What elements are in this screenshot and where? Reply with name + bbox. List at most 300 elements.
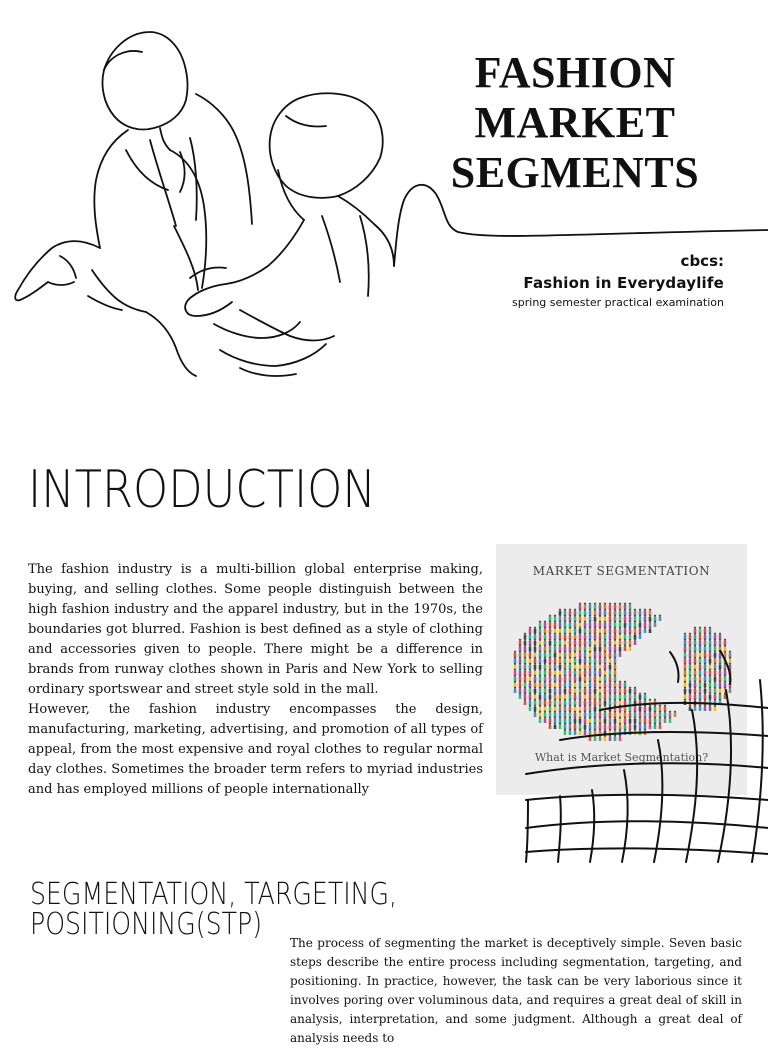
crowd-person-body bbox=[599, 617, 602, 621]
crowd-person-head bbox=[589, 621, 591, 623]
crowd-person-head bbox=[609, 615, 611, 617]
crowd-person-head bbox=[554, 639, 556, 641]
crowd-person-body bbox=[634, 617, 637, 621]
crowd-person-body bbox=[574, 629, 577, 633]
crowd-person-head bbox=[699, 639, 701, 641]
crowd-person-head bbox=[644, 609, 646, 611]
course-info bbox=[512, 250, 724, 312]
crowd-person-body bbox=[584, 635, 587, 639]
stp-heading bbox=[30, 877, 398, 942]
crowd-person-body bbox=[619, 617, 622, 621]
crowd-person-head bbox=[579, 609, 581, 611]
crowd-person-head bbox=[709, 645, 711, 647]
crowd-person-head bbox=[634, 621, 636, 623]
crowd-person-body bbox=[604, 641, 607, 645]
crowd-person-body bbox=[549, 623, 552, 627]
crowd-person-body bbox=[554, 635, 557, 639]
crowd-person-head bbox=[694, 627, 696, 629]
crowd-person-head bbox=[559, 645, 561, 647]
crowd-person-body bbox=[514, 653, 517, 657]
crowd-person-head bbox=[549, 633, 551, 635]
crowd-person-body bbox=[609, 629, 612, 633]
crowd-person-head bbox=[614, 639, 616, 641]
crowd-person-body bbox=[544, 641, 547, 645]
crowd-person-body bbox=[584, 611, 587, 615]
crowd-person-head bbox=[574, 645, 576, 647]
crowd-person-body bbox=[534, 641, 537, 645]
crowd-person-body bbox=[589, 623, 592, 627]
crowd-person-head bbox=[689, 633, 691, 635]
crowd-person-body bbox=[619, 629, 622, 633]
crowd-person-head bbox=[629, 639, 631, 641]
crowd-person-body bbox=[624, 605, 627, 609]
crowd-person-head bbox=[614, 633, 616, 635]
crowd-person-head bbox=[619, 609, 621, 611]
crowd-person-head bbox=[694, 633, 696, 635]
crowd-person-head bbox=[579, 603, 581, 605]
crowd-person-head bbox=[539, 621, 541, 623]
crowd-person-body bbox=[629, 623, 632, 627]
crowd-person-head bbox=[644, 621, 646, 623]
crowd-person-head bbox=[704, 645, 706, 647]
crowd-person-head bbox=[589, 645, 591, 647]
crowd-person-head bbox=[544, 627, 546, 629]
crowd-person-head bbox=[544, 621, 546, 623]
crowd-person-body bbox=[634, 623, 637, 627]
crowd-person-head bbox=[619, 645, 621, 647]
crowd-person-head bbox=[624, 633, 626, 635]
crowd-person-head bbox=[539, 627, 541, 629]
crowd-person-body bbox=[694, 629, 697, 633]
crowd-person-body bbox=[604, 605, 607, 609]
crowd-person-body bbox=[704, 641, 707, 645]
crowd-person-body bbox=[699, 629, 702, 633]
crowd-person-head bbox=[559, 627, 561, 629]
crowd-person-body bbox=[519, 641, 522, 645]
crowd-person-head bbox=[704, 633, 706, 635]
crowd-person-head bbox=[539, 645, 541, 647]
introduction-paragraph-1: The fashion industry is a multi-billion global enterprise making, buying, and selling clothes. Some people distinguish between the high fashion industry and the apparel industry, but in the 1970s, the boundaries got blurred. Fashion is best defined as a style of clothing and accessories given to people. There might be a difference in brands from runway clothes shown in Paris and New York to selling ordinary sportswear and street style sold in the mall. bbox=[28, 562, 483, 697]
crowd-person-head bbox=[639, 609, 641, 611]
crowd-person-head bbox=[569, 639, 571, 641]
crowd-person-head bbox=[599, 633, 601, 635]
crowd-person-head bbox=[554, 627, 556, 629]
crowd-person-head bbox=[594, 627, 596, 629]
course-code: cbcs: bbox=[680, 252, 724, 270]
crowd-person-head bbox=[579, 645, 581, 647]
crowd-person-head bbox=[709, 633, 711, 635]
crowd-person-body bbox=[634, 635, 637, 639]
crowd-person-body bbox=[634, 611, 637, 615]
crowd-person-head bbox=[624, 603, 626, 605]
crowd-person-head bbox=[724, 645, 726, 647]
crowd-person-head bbox=[624, 639, 626, 641]
crowd-person-body bbox=[599, 635, 602, 639]
crowd-person-head bbox=[619, 633, 621, 635]
crowd-person-body bbox=[599, 611, 602, 615]
crowd-person-head bbox=[569, 615, 571, 617]
crowd-person-body bbox=[594, 629, 597, 633]
crowd-person-head bbox=[549, 639, 551, 641]
crowd-person-head bbox=[514, 687, 516, 689]
crowd-person-head bbox=[529, 627, 531, 629]
crowd-person-head bbox=[544, 639, 546, 641]
crowd-person-body bbox=[534, 635, 537, 639]
crowd-person-body bbox=[604, 635, 607, 639]
crowd-person-body bbox=[554, 623, 557, 627]
crowd-person-head bbox=[574, 621, 576, 623]
crowd-person-body bbox=[604, 629, 607, 633]
crowd-person-body bbox=[584, 605, 587, 609]
crowd-person-head bbox=[649, 627, 651, 629]
crowd-person-body bbox=[579, 629, 582, 633]
crowd-person-body bbox=[574, 635, 577, 639]
crowd-person-head bbox=[624, 645, 626, 647]
crowd-person-head bbox=[584, 615, 586, 617]
crowd-person-body bbox=[624, 635, 627, 639]
crowd-person-head bbox=[584, 645, 586, 647]
crowd-person-head bbox=[634, 609, 636, 611]
crowd-person-head bbox=[569, 645, 571, 647]
crowd-person-body bbox=[654, 623, 657, 627]
crowd-person-head bbox=[604, 645, 606, 647]
crowd-person-head bbox=[514, 651, 516, 653]
crowd-person-body bbox=[529, 641, 532, 645]
crowd-person-head bbox=[599, 639, 601, 641]
crowd-person-head bbox=[554, 615, 556, 617]
crowd-person-body bbox=[599, 623, 602, 627]
crowd-person-body bbox=[549, 617, 552, 621]
crowd-person-body bbox=[619, 635, 622, 639]
crowd-person-body bbox=[614, 629, 617, 633]
crowd-person-body bbox=[714, 641, 717, 645]
crowd-person-head bbox=[534, 627, 536, 629]
crowd-person-body bbox=[639, 635, 642, 639]
crowd-person-head bbox=[699, 633, 701, 635]
crowd-person-head bbox=[569, 627, 571, 629]
crowd-person-head bbox=[564, 633, 566, 635]
crowd-person-body bbox=[654, 617, 657, 621]
crowd-person-head bbox=[624, 627, 626, 629]
crowd-person-body bbox=[554, 641, 557, 645]
crowd-person-head bbox=[624, 609, 626, 611]
crowd-person-head bbox=[594, 615, 596, 617]
crowd-person-head bbox=[634, 615, 636, 617]
crowd-person-head bbox=[554, 633, 556, 635]
crowd-person-head bbox=[714, 645, 716, 647]
crowd-person-body bbox=[564, 623, 567, 627]
crowd-person-head bbox=[714, 639, 716, 641]
crowd-person-head bbox=[514, 675, 516, 677]
crowd-person-body bbox=[569, 611, 572, 615]
crowd-person-head bbox=[599, 621, 601, 623]
crowd-person-body bbox=[614, 611, 617, 615]
crowd-person-head bbox=[594, 633, 596, 635]
stp-heading-line-2: POSITIONING(STP) bbox=[30, 907, 263, 942]
crowd-person-body bbox=[604, 617, 607, 621]
crowd-person-head bbox=[629, 621, 631, 623]
crowd-person-body bbox=[629, 617, 632, 621]
crowd-person-body bbox=[644, 611, 647, 615]
crowd-person-body bbox=[684, 641, 687, 645]
crowd-person-head bbox=[604, 615, 606, 617]
crowd-person-head bbox=[569, 621, 571, 623]
crowd-person-head bbox=[639, 615, 641, 617]
crowd-person-body bbox=[594, 641, 597, 645]
crowd-person-head bbox=[719, 633, 721, 635]
crowd-person-head bbox=[684, 633, 686, 635]
crowd-person-head bbox=[704, 627, 706, 629]
crowd-person-head bbox=[574, 609, 576, 611]
crowd-person-body bbox=[634, 629, 637, 633]
document-title bbox=[430, 48, 720, 198]
crowd-person-body bbox=[609, 635, 612, 639]
crowd-person-head bbox=[614, 621, 616, 623]
crowd-person-head bbox=[614, 645, 616, 647]
crowd-person-head bbox=[574, 615, 576, 617]
crowd-person-head bbox=[589, 615, 591, 617]
crowd-person-body bbox=[569, 617, 572, 621]
crowd-person-head bbox=[634, 633, 636, 635]
crowd-person-head bbox=[629, 609, 631, 611]
crowd-person-body bbox=[614, 641, 617, 645]
crowd-person-body bbox=[629, 641, 632, 645]
crowd-person-head bbox=[614, 603, 616, 605]
crowd-person-head bbox=[649, 621, 651, 623]
crowd-person-head bbox=[514, 681, 516, 683]
title-line-3: SEGMENTS bbox=[450, 148, 700, 197]
crowd-person-body bbox=[619, 605, 622, 609]
crowd-person-body bbox=[639, 623, 642, 627]
crowd-person-head bbox=[589, 639, 591, 641]
crowd-person-body bbox=[599, 629, 602, 633]
crowd-person-head bbox=[604, 639, 606, 641]
crowd-person-body bbox=[609, 617, 612, 621]
crowd-person-body bbox=[614, 617, 617, 621]
crowd-person-head bbox=[569, 609, 571, 611]
crowd-person-head bbox=[629, 627, 631, 629]
crowd-person-body bbox=[594, 605, 597, 609]
crowd-person-head bbox=[579, 615, 581, 617]
crowd-person-head bbox=[574, 627, 576, 629]
crowd-person-head bbox=[644, 615, 646, 617]
crowd-person-body bbox=[619, 641, 622, 645]
crowd-person-head bbox=[579, 633, 581, 635]
crowd-person-head bbox=[604, 627, 606, 629]
crowd-person-body bbox=[709, 635, 712, 639]
crowd-person-body bbox=[614, 635, 617, 639]
crowd-person-head bbox=[639, 621, 641, 623]
crowd-person-body bbox=[609, 623, 612, 627]
exam-label: spring semester practical examination bbox=[512, 296, 724, 309]
crowd-person-body bbox=[624, 629, 627, 633]
crowd-person-body bbox=[624, 617, 627, 621]
stp-heading-line-1: SEGMENTATION, TARGETING, bbox=[30, 877, 398, 912]
crowd-person-body bbox=[559, 641, 562, 645]
crowd-person-head bbox=[609, 627, 611, 629]
crowd-person-head bbox=[584, 633, 586, 635]
crowd-person-head bbox=[534, 633, 536, 635]
crowd-person-body bbox=[579, 641, 582, 645]
crowd-person-body bbox=[609, 641, 612, 645]
crowd-person-head bbox=[689, 639, 691, 641]
crowd-person-body bbox=[624, 611, 627, 615]
crowd-person-body bbox=[649, 611, 652, 615]
crowd-person-body bbox=[564, 611, 567, 615]
crowd-person-head bbox=[709, 639, 711, 641]
crowd-person-head bbox=[694, 645, 696, 647]
image-caption: What is Market Segmentation? bbox=[534, 751, 709, 764]
crowd-person-head bbox=[534, 639, 536, 641]
crowd-person-body bbox=[589, 635, 592, 639]
crowd-person-head bbox=[634, 639, 636, 641]
crowd-person-head bbox=[584, 603, 586, 605]
crowd-person-head bbox=[719, 645, 721, 647]
crowd-person-body bbox=[559, 611, 562, 615]
crowd-person-head bbox=[604, 621, 606, 623]
crowd-person-head bbox=[589, 603, 591, 605]
crowd-person-head bbox=[589, 609, 591, 611]
crowd-person-head bbox=[579, 627, 581, 629]
crowd-person-head bbox=[619, 603, 621, 605]
crowd-person-body bbox=[589, 641, 592, 645]
crowd-person-body bbox=[639, 629, 642, 633]
crowd-person-body bbox=[639, 611, 642, 615]
crowd-person-head bbox=[554, 645, 556, 647]
crowd-person-head bbox=[609, 609, 611, 611]
crowd-person-head bbox=[584, 627, 586, 629]
crowd-person-body bbox=[609, 611, 612, 615]
crowd-person-body bbox=[629, 635, 632, 639]
crowd-person-body bbox=[524, 635, 527, 639]
crowd-person-body bbox=[699, 635, 702, 639]
crowd-person-body bbox=[524, 641, 527, 645]
crowd-person-body bbox=[579, 623, 582, 627]
crowd-person-body bbox=[539, 635, 542, 639]
crowd-person-body bbox=[629, 611, 632, 615]
crowd-person-body bbox=[614, 605, 617, 609]
crowd-person-head bbox=[529, 645, 531, 647]
crowd-person-body bbox=[564, 641, 567, 645]
crowd-person-head bbox=[554, 621, 556, 623]
crowd-person-head bbox=[604, 603, 606, 605]
crowd-person-head bbox=[649, 609, 651, 611]
crowd-person-body bbox=[584, 641, 587, 645]
crowd-person-head bbox=[649, 615, 651, 617]
crowd-person-body bbox=[514, 665, 517, 669]
crowd-person-head bbox=[594, 603, 596, 605]
crowd-person-body bbox=[514, 659, 517, 663]
crowd-person-head bbox=[584, 639, 586, 641]
crowd-person-head bbox=[704, 639, 706, 641]
crowd-person-body bbox=[619, 623, 622, 627]
crowd-person-body bbox=[514, 689, 517, 693]
crowd-person-head bbox=[579, 621, 581, 623]
crowd-person-body bbox=[514, 671, 517, 675]
crowd-person-body bbox=[649, 617, 652, 621]
crowd-person-head bbox=[524, 645, 526, 647]
introduction-heading: INTRODUCTION bbox=[28, 460, 376, 520]
crowd-person-head bbox=[619, 615, 621, 617]
crowd-person-head bbox=[539, 639, 541, 641]
crowd-person-head bbox=[529, 633, 531, 635]
crowd-person-head bbox=[519, 639, 521, 641]
crowd-person-body bbox=[514, 683, 517, 687]
crowd-person-head bbox=[634, 627, 636, 629]
crowd-person-head bbox=[609, 603, 611, 605]
crowd-person-head bbox=[689, 645, 691, 647]
crowd-person-head bbox=[599, 603, 601, 605]
crowd-person-body bbox=[539, 629, 542, 633]
crowd-person-body bbox=[579, 617, 582, 621]
crowd-person-body bbox=[564, 629, 567, 633]
crowd-person-body bbox=[544, 635, 547, 639]
crowd-person-body bbox=[609, 605, 612, 609]
crowd-person-head bbox=[609, 633, 611, 635]
crowd-person-body bbox=[579, 605, 582, 609]
crowd-person-head bbox=[549, 645, 551, 647]
crowd-person-body bbox=[594, 623, 597, 627]
crowd-person-head bbox=[514, 657, 516, 659]
crowd-person-head bbox=[629, 615, 631, 617]
crowd-person-body bbox=[554, 629, 557, 633]
crowd-person-body bbox=[649, 629, 652, 633]
crowd-person-body bbox=[624, 623, 627, 627]
crowd-person-head bbox=[599, 615, 601, 617]
crowd-person-head bbox=[694, 639, 696, 641]
crowd-person-body bbox=[559, 635, 562, 639]
crowd-person-head bbox=[584, 609, 586, 611]
crowd-person-head bbox=[569, 633, 571, 635]
crowd-person-head bbox=[544, 633, 546, 635]
crowd-person-body bbox=[549, 641, 552, 645]
crowd-person-head bbox=[604, 609, 606, 611]
crowd-person-head bbox=[699, 627, 701, 629]
crowd-person-body bbox=[579, 635, 582, 639]
crowd-person-body bbox=[514, 677, 517, 681]
crowd-person-body bbox=[614, 623, 617, 627]
crowd-person-body bbox=[539, 641, 542, 645]
crowd-person-head bbox=[614, 609, 616, 611]
crowd-person-head bbox=[699, 645, 701, 647]
stp-body bbox=[290, 934, 742, 1048]
crowd-person-head bbox=[564, 609, 566, 611]
crowd-person-body bbox=[539, 623, 542, 627]
crowd-person-body bbox=[714, 635, 717, 639]
crowd-person-body bbox=[529, 629, 532, 633]
crowd-person-body bbox=[569, 623, 572, 627]
crowd-person-head bbox=[619, 627, 621, 629]
crowd-person-head bbox=[514, 669, 516, 671]
crowd-person-head bbox=[619, 639, 621, 641]
crowd-person-head bbox=[564, 621, 566, 623]
crowd-person-body bbox=[649, 623, 652, 627]
crowd-person-body bbox=[549, 629, 552, 633]
crowd-person-head bbox=[564, 645, 566, 647]
crowd-person-head bbox=[614, 615, 616, 617]
crowd-person-head bbox=[589, 633, 591, 635]
crowd-person-head bbox=[614, 627, 616, 629]
crowd-person-body bbox=[604, 623, 607, 627]
crowd-person-head bbox=[559, 621, 561, 623]
crowd-person-body bbox=[629, 629, 632, 633]
crowd-person-head bbox=[564, 627, 566, 629]
crowd-person-head bbox=[629, 633, 631, 635]
crowd-person-body bbox=[594, 617, 597, 621]
crowd-person-head bbox=[624, 615, 626, 617]
crowd-person-body bbox=[704, 635, 707, 639]
crowd-person-head bbox=[714, 633, 716, 635]
